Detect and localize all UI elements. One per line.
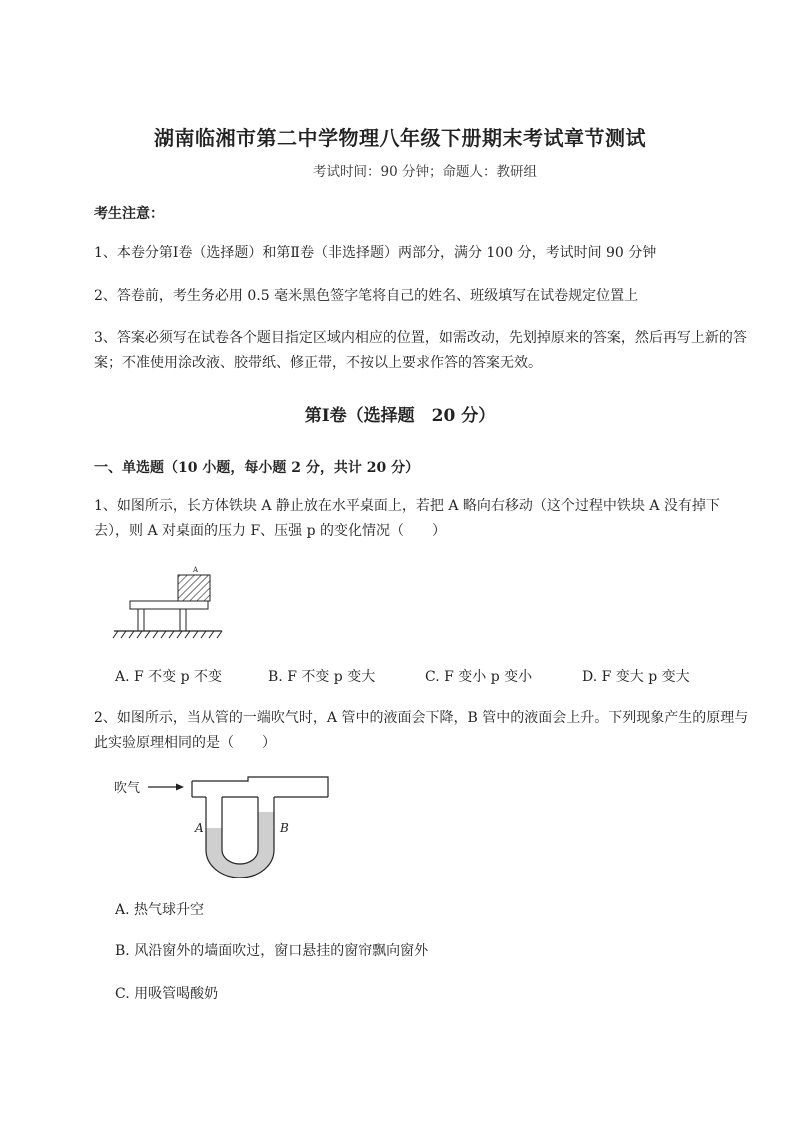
iron-block — [178, 575, 210, 601]
question-2-option-c[interactable]: C. 用吸管喝酸奶 — [115, 986, 219, 1002]
notice-item-3: 3、答案必须写在试卷各个题目指定区域内相应的位置，如需改动，先划掉原来的答案，然后再写上新的答案；不准使用涂改液、胶带纸、修正带，不按以上要求作答的答案无效。 — [94, 330, 747, 371]
tube-b-label: B — [280, 821, 289, 835]
notice-item-1: 1、本卷分第Ⅰ卷（选择题）和第Ⅱ卷（非选择题）两部分，满分 100 分，考试时间 90 分钟 — [94, 245, 657, 261]
exam-subtitle: 考试时间：90 分钟；命题人：教研组 — [313, 164, 537, 180]
table-leg-left — [138, 609, 144, 631]
question-2-option-b[interactable]: B. 风沿窗外的墙面吹过，窗口悬挂的窗帘飘向窗外 — [115, 943, 429, 959]
notice-heading: 考生注意： — [94, 206, 164, 222]
notice-item-2: 2、答卷前，考生务必用 0.5 毫米黑色签字笔将自己的姓名、班级填写在试卷规定位置上 — [94, 288, 639, 304]
u-tube-inner — [222, 797, 258, 864]
question-1-option-c[interactable]: C. F 变小 p 变小 — [425, 669, 533, 685]
section-title: 第Ⅰ卷（选择题 20 分） — [304, 406, 496, 426]
question-1-option-d[interactable]: D. F 变大 p 变大 — [582, 669, 690, 685]
question-1-option-a[interactable]: A. F 不变 p 不变 — [115, 669, 223, 685]
question-1-option-b[interactable]: B. F 不变 p 变大 — [268, 669, 376, 685]
table-leg-right — [180, 609, 186, 631]
question-1-text: 1、如图所示，长方体铁块 A 静止放在水平桌面上，若把 A 略向右移动（这个过程中铁块 A 没有掉下去），则 A 对桌面的压力 F、压强 p 的变化情况（ ） — [94, 498, 720, 539]
question-2-figure — [108, 768, 358, 878]
airflow-arrowhead — [176, 784, 184, 791]
question-2-option-a[interactable]: A. 热气球升空 — [115, 902, 205, 918]
ground-hatching — [113, 631, 222, 638]
blow-label: 吹气 — [114, 781, 141, 796]
part-title: 一、单选题（10 小题，每小题 2 分，共计 20 分） — [94, 460, 420, 476]
main-tube-outline — [192, 777, 328, 791]
table-top — [130, 601, 208, 609]
liquid — [206, 812, 274, 878]
block-label: A — [193, 566, 199, 574]
page-title: 湖南临湘市第二中学物理八年级下册期末考试章节测试 — [154, 126, 646, 150]
tube-a-label: A — [195, 821, 204, 835]
question-1-figure — [108, 562, 238, 644]
question-2-text: 2、如图所示，当从管的一端吹气时，A 管中的液面会下降，B 管中的液面会上升。下列现象产生的原理与此实验原理相同的是（ ） — [94, 710, 749, 751]
